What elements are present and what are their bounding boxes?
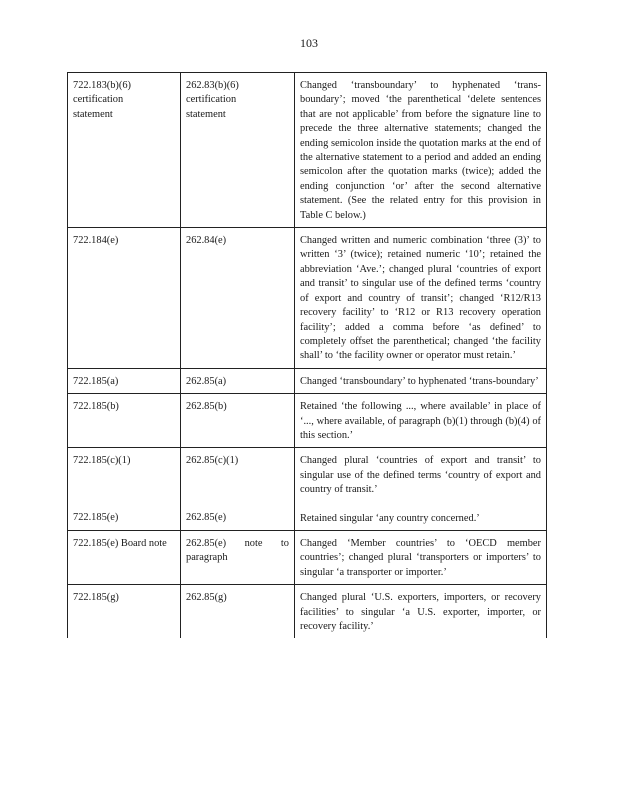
table-row (68, 73, 547, 228)
change-description: Changed ‘Member countries’ to ‘OECD member countries’; changed plural ‘transporters or importers’ to singular ‘a transporter or importer.’ (295, 530, 547, 584)
change-description: Changed ‘transboundary’ to hyphenated ‘trans-boundary’ (295, 368, 547, 393)
cell-line: certification (186, 94, 237, 106)
change-description: Changed written and numeric combination ‘three (3)’ to written ‘3’ (twice); retained numeric ‘10’; retained the abbreviation ‘Ave.’; changed plural ‘countries of export and transit’ to singular use of the defined terms ‘country of export and country of transit’; changed ‘R12/R13 recovery facility’ to ‘R12 or R13 recovery operation facility’; added a comma before ‘as defined’ to completely offset the parenthetical; changed ‘the facility shall’ to ‘the facility owner or operator must retain.’ (295, 228, 547, 369)
federal-section-cell (181, 448, 295, 531)
illinois-section-cell (68, 448, 181, 531)
federal-section-cell (181, 368, 295, 393)
federal-section-cell (181, 394, 295, 448)
illinois-section-cell (68, 228, 181, 369)
cell-line: 722.185(g) (73, 592, 119, 604)
cell-line: 722.185(c)(1) (73, 455, 131, 467)
cell-line: 262.85(c)(1) (186, 455, 239, 467)
change-description-part: Changed plural ‘countries of export and transit’ to singular use of the defined terms ‘country of export and country of transit.’ (300, 455, 541, 496)
federal-section-cell (181, 73, 295, 228)
cell-line: 722.184(e) (73, 235, 119, 247)
table-row (68, 585, 547, 639)
page-number: 103 (300, 36, 318, 50)
change-description: Changed ‘transboundary’ to hyphenated ‘trans-boundary’; moved ‘the parenthetical ‘delete sentences that are not applicable’ from before the signature line to precede the three alternative statements; changed the ending semicolon inside the quotation marks at the end of the alternative statement to a period and added an ending semicolon after the quotation marks (twice); added the ending conjunction ‘or’ after the second alternative statement. (See the related entry for this provision in Table C below.) (295, 73, 547, 228)
federal-section-cell (181, 228, 295, 369)
cell-line: 262.85(a) (186, 375, 227, 387)
cell-line: 262.85(e) note to paragraph (186, 537, 289, 564)
cell-line: statement (186, 108, 226, 120)
cell-line: 262.84(e) (186, 235, 227, 247)
table-row (68, 530, 547, 584)
table-row (68, 228, 547, 369)
cell-line: 262.83(b)(6) (186, 80, 239, 91)
cell-line: 722.185(e) (73, 511, 119, 523)
change-description (295, 448, 547, 531)
illinois-section-cell (68, 585, 181, 639)
illinois-section-cell (68, 530, 181, 584)
cell-line: 722.183(b)(6) (73, 80, 132, 91)
correlation-table (67, 72, 547, 638)
table-row (68, 394, 547, 448)
cell-line: certification (73, 94, 124, 106)
cell-line: 722.185(e) Board note (73, 537, 167, 549)
change-description: Changed plural ‘U.S. exporters, importers, or recovery facilities’ to singular ‘a U.S. exporter, importer, or recovery facility.’ (295, 585, 547, 639)
cell-line: 262.85(b) (186, 401, 227, 413)
illinois-section-cell (68, 73, 181, 228)
federal-section-cell (181, 585, 295, 639)
table-row (68, 368, 547, 393)
table-row (68, 448, 547, 531)
cell-line: 722.185(a) (73, 375, 119, 387)
cell-line: 722.185(b) (73, 401, 119, 413)
federal-section-cell (181, 530, 295, 584)
illinois-section-cell (68, 368, 181, 393)
illinois-section-cell (68, 394, 181, 448)
cell-line: 262.85(g) (186, 592, 227, 604)
change-description-part: Retained singular ‘any country concerned.’ (300, 512, 480, 524)
cell-line: 262.85(e) (186, 511, 227, 523)
change-description: Retained ‘the following ..., where available’ in place of ‘..., where available, of paragraph (b)(1) through (b)(4) of this section.’ (295, 394, 547, 448)
cell-line: statement (73, 108, 113, 120)
